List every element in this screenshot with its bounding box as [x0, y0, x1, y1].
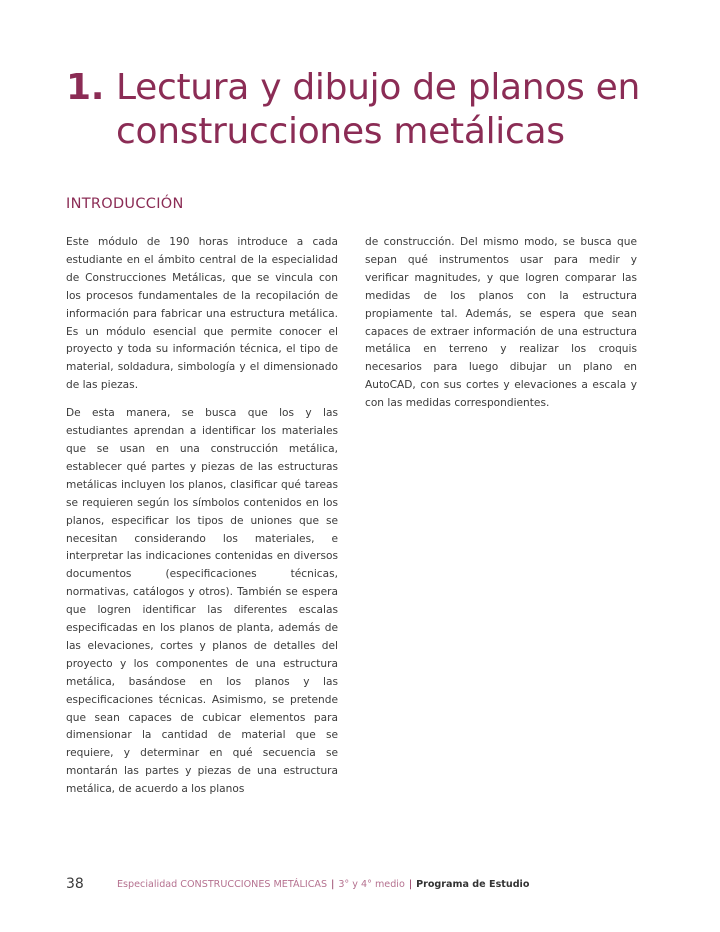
chapter-title-text: Lectura y dibujo de planos en construcciones metálicas	[116, 67, 641, 152]
chapter-number: 1.	[66, 67, 105, 108]
page-number: 38	[66, 876, 84, 892]
chapter-title	[66, 66, 666, 154]
text-column-right	[365, 234, 637, 423]
text-column-left	[66, 234, 338, 809]
paragraph-intro: Este módulo de 190 horas introduce a cada estudiante en el ámbito central de la especialidad de Construcciones Metálicas, que se vincula con los procesos fundamentales de la recopilación de información para fabricar una estructura metálica. Es un módulo esencial que permite conocer el proyecto y toda su información técnica, el tipo de material, soldadura, simbología y el dimensionado de las piezas.	[66, 236, 338, 392]
footer-text	[117, 879, 529, 890]
paragraph-continuation: de construcción. Del mismo modo, se busca que sepan qué instrumentos usar para medir y verificar magnitudes, y que logren comparar las medidas de los planos con la estructura propiamente tal. Además, se espera que sean capaces de extraer información de una estructura metálica en terreno y realizar los croquis necesarios para luego dibujar un plano en AutoCAD, con sus cortes y elevaciones a escala y con las medidas correspondientes.	[365, 236, 637, 410]
footer-separator: |	[331, 879, 335, 890]
footer-program: Programa de Estudio	[416, 879, 530, 890]
footer-grade: 3° y 4° medio	[338, 879, 405, 890]
paragraph-objectives: De esta manera, se busca que los y las estudiantes aprendan a identificar los materiales que se usan en una construcción metálica, establecer qué partes y piezas de las estructuras metálicas incluyen los planos, clasificar qué tareas se requieren según los símbolos contenidos en los planos, especificar los tipos de uniones que se necesitan considerando los materiales, e interpretar las indicaciones contenidas en diversos documentos (especificaciones técnicas, normativas, catálogos y otros). También se espera que logren identificar las diferentes escalas especificadas en los planos de planta, además de las elevaciones, cortes y planos de detalles del proyecto y los componentes de una estructura metálica, basándose en los planos y las especificaciones técnicas. Asimismo, se pretende que sean capaces de cubicar elementos para dimensionar la cantidad de material que se requiere, y determinar en qué secuencia se montarán las partes y piezas de una estructura metálica, de acuerdo a los planos	[66, 407, 338, 796]
section-heading: INTRODUCCIÓN	[66, 196, 184, 212]
footer-specialty: Especialidad CONSTRUCCIONES METÁLICAS	[117, 879, 328, 890]
page-footer	[66, 876, 666, 896]
footer-separator: |	[408, 879, 413, 890]
